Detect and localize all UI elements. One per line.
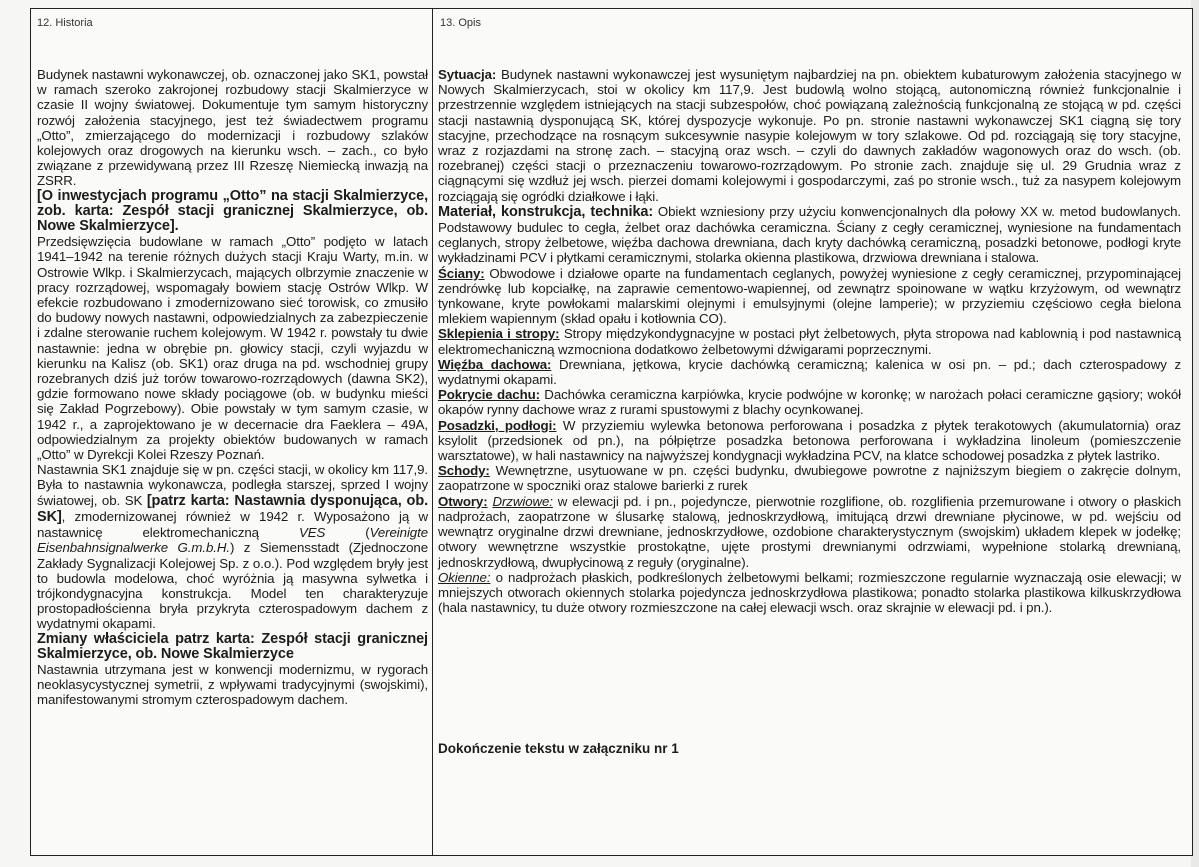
walls-section [438,266,1181,327]
text-run: ( [325,525,370,541]
floors-text: W przyziemiu wylewka betonowa perforowana i posadzka z płytek terakotowych (akumulatornia) oraz ksylolit (przedsionek od pn.), na półpiętrze posadzka betonowa perforowana i wykładzina linoleum (pomieszczenie warsztatowe), w hali nastawnicy na najwyższej kondygnacji wykładzina PCV, na klatce schodowej posadzka z płytek lastriko. [438,417,1181,464]
description-column [438,67,1181,615]
roofing-label: Pokrycie dachu: [438,387,540,403]
roof-truss-section [438,357,1181,387]
roofing-text: Dachówka ceramiczna karpiówka, krycie podwójne w koronkę; w narożach połaci ceramiczne gąsiory; wokół okapów rynny dachowe wraz z rurami spustowymi z blachy ocynkowanej. [438,387,1181,418]
owner-change-reference: Zmiany właściciela patrz karta: Zespół stacji granicznej Skalmierzyce, ob. Nowe Skalmierzyce [37,630,428,662]
text-run: ) z Siemensstadt (Zjednoczone Zakłady Sygnalizacji Kolejowej Sp. z o.o.). Pod względem bryły jest to budowla modelowa, choć wyróżnia ją masywna sylwetka i trójkondygnacyjna konstrukcja. Model ten charakteryzuje prostopadłościenna bryła przykryta czterospadowym dachem z wydatnymi okapami. [37,540,428,632]
roof-truss-text: Drewniana, jętkowa, krycie dachówką ceramiczną; kalenica w osi pn. – pd.; dach czterospadowy z wydatnymi okapami. [438,356,1181,388]
doors-text: w elewacji pd. i pn., pojedyncze, pierwotnie rozglifione, ob. rozglifienia przemurowane i otwory o płaskich nadprożach, zaopatrzone w ślusarkę stalową, jednoskrzydłową, imitującą drzwi drewniane płycinowe, w pd. wejściu od wewnątrz oryginalne drzwi drewniane, jednoskrzydłowe, ozdobione charakterystycznym (swojskim) układem klepek w jodełkę; otwory wewnętrzne wszystkie prostokątne, ujęte prostymi drewnianymi odrzwiami, wypełnione stolarką drewnianą, jednoskrzydłową, dwupłycinową z reguły (oryginalne). [438,493,1181,570]
history-reference-otto: [O inwestycjach programu „Otto” na stacji Skalmierzyce, zob. karta: Zespół stacji granicznej Skalmierzyce, ob. Nowe Skalmierzyce]. [37,187,428,235]
openings-label: Otwory: [438,493,488,509]
stairs-label: Schody: [438,463,490,479]
doors-sublabel: Drzwiowe: [492,493,553,509]
openings-section [438,494,1181,570]
material-label: Materiał, konstrukcja, technika: [438,203,654,220]
history-paragraph-4: Nastawnia utrzymana jest w konwencji modernizmu, w rygorach neoklasycystycznej symetrii, z wpływami tradycyjnymi (swojskimi), manifestowanymi stromym czterospadowym dachem. [37,661,428,708]
situation-text: Budynek nastawni wykonawczej jest wysuniętym najbardziej na pn. obiektem kubaturowym założenia stacyjnego w Nowych Skalmierzycach, stoi w okolicy km 117,9. Jest budowlą wolno stojącą, autonomiczną również funkcjonalnie i przestrzennie względem istniejących na stacji subzespołów, choć powiązaną zależnością funkcjonalną ze stojącą w pd. części stacji nastawnią dysponującą SK, której dyspozycje wykonuje. Po pn. stronie nastawni wykonawczej SK1 ciągną się tory stacyjne, przechodzące na rosnącym sukcesywnie nasypie kolejowym w tory szlakowe. Od pd. rozciągają się tory stacyjne, wraz z rozjazdami na stronę zach. – stacyjną oraz wsch. – czyli do dawnych zakładów wagonowych oraz do wsch. (ob. rozebranej) części stacji o przeznaczeniu towarowo-rozrządowym. Po stronie zach. znajduje się ul. 29 Grudnia wraz z ciągnącymi się wzdłuż jej wsch. pierzei domami kolejowymi i gospodarczymi, zaś po stronie wsch., tuż za nasypem kolejowym rozciągają się ogródki działkowe i łąki. [438,67,1181,204]
section-header-history: 12. Historia [37,17,93,29]
floors-section [438,418,1181,464]
roofing-section [438,387,1181,417]
windows-section [438,570,1181,616]
walls-text: Obwodowe i działowe oparte na fundamentach ceglanych, powyżej wyniesione z cegły ceramicznej, przypominającej zendrówkę lub kopciałkę, na zaprawie cementowo-wapiennej, od zewnątrz spoinowane w wątku krzyżowym, od wewnątrz tynkowane, kryte powłokami malarskimi olejnymi i emulsyjnymi (olejne lamperie); w przyziemiu częściowo cegła bielona mlekiem wapiennym (skład opału i kotłownia CO). [438,265,1181,327]
situation-section [438,67,1181,204]
history-paragraph-3 [37,462,428,631]
floors-label: Posadzki, podłogi: [438,417,557,433]
material-text: Obiekt wzniesiony przy użyciu konwencjonalnych dla połowy XX w. metod budowlanych. Podstawowy budulec to cegła, żelbet oraz dachówka ceramiczna. Ściany z cegły ceramicznej, wyniesione na fundamentach ceglanych, stropy żelbetowe, więźba dachowa drewniana, dach kryty dachówką ceramiczną, posadzki betonowe, podłogi kryte wykładzinami PCV i płytkami ceramicznymi, stolarka okienna plastikowa, drzwiowa drewniana i stalowa. [438,203,1182,266]
ves-name: VES [298,525,326,541]
continuation-note: Dokończenie tekstu w załączniku nr 1 [438,741,679,756]
ves-full-name: Vereinigte Eisenbahnsignalwerke G.m.b.H. [37,525,428,556]
ceilings-label: Sklepienia i stropy: [438,326,560,342]
history-paragraph-1: Budynek nastawni wykonawczej, ob. oznaczonej jako SK1, powstał w ramach szeroko zakrojonej rozbudowy stacji Skalmierzyce w czasie II wojny światowej. Dokumentuje tym samym historyczny rozwój założenia stacyjnego, jest też świadectwem programu „Otto”, zmierzającego do modernizacji i rozbudowy szlaków kolejowych oraz drogowych na kierunku wsch. – zach., co było związane z przewidywaną przez III Rzeszę Niemiecką inwazją na ZSRR. [37,67,428,189]
text-run: Nastawnia SK1 znajduje się w pn. części stacji, w okolicy km 117,9. Była to nastawnia wykonawcza, podległa starszej, sprzed I wojny światowej, ob. SK [37,462,428,508]
situation-label: Sytuacja: [438,67,497,82]
roof-truss-label: Więźba dachowa: [438,356,552,372]
walls-label: Ściany: [438,265,485,281]
material-section [438,204,1181,266]
ceilings-section [438,326,1181,356]
stairs-section [438,463,1181,493]
column-divider [432,9,433,855]
text-run: , zmodernizowanej również w 1942 r. Wyposażono ją w nastawnicę elektromechaniczną [37,508,428,541]
windows-text: o nadprożach płaskich, podkreślonych żelbetowymi belkami; rozmieszczone regularnie wyznaczają osie elewacji; w mniejszych otworach okiennych stolarka pojedyncza jednoskrzydłowa plastikowa; ponadto stolarka plastikowa kilkuskrzydłowa (hala nastawnicy, tu duże otwory rozmieszczone na całej elewacji wsch. oraz skrajnie w elewacji pd. i pn.). [438,569,1181,616]
windows-sublabel: Okienne: [438,569,491,585]
history-column [37,67,428,708]
document-sheet [30,8,1193,856]
ceilings-text: Stropy międzykondygnacyjne w postaci płyt żelbetowych, płyta stropowa nad kablownią i pod nastawnicą elektromechaniczną wzmocniona dodatkowo żelbetowymi dźwigarami poprzecznymi. [438,326,1181,357]
reference-sk: [patrz karta: Nastawnia dysponująca, ob. SK] [37,492,428,525]
history-paragraph-2: Przedsięwzięcia budowlane w ramach „Otto” podjęto w latach 1941–1942 na terenie różnych dużych stacji Kraju Warty, m.in. w Ostrowie Wlkp. i Skalmierzycach, mających olbrzymie znaczenie w pracy rozrządowej, wspomagały bowiem stację Ostrów Wlkp. W efekcie rozbudowano i zmodernizowano sieć torowisk, co zmusiło do budowy nowych nastawni, odpowiedzialnych za zabezpieczenie i zdalne sterowanie ruchem kolejowym. W 1942 r. powstały tu dwie nastawnie: jedna w obrębie pn. głowicy stacji, czyli wyjazdu w kierunku na Kalisz (ob. SK1) oraz druga na pd. wschodniej grupy rozebranych dziś już torów towarowo-rozrządowych (dawna SK2), gdzie formowano nowe składy pociągowe (ob. w budynku mieści się Zakład Pogrzebowy). Obie powstały w tym samym czasie, w 1942 r., a zaprojektowano je w decernacie dra Faeklera – 49A, odpowiedzialnym za projekty obiektów budowanych w ramach „Otto” w Dyrekcji Kolei Rzeszy Poznań. [37,234,428,463]
stairs-text: Wewnętrzne, usytuowane w pn. części budynku, dwubiegowe powrotne z najniższym biegiem o zakręcie dolnym, zaopatrzone w spoczniki oraz stalowe barierki z rurek [438,463,1181,494]
section-header-description: 13. Opis [440,17,481,29]
